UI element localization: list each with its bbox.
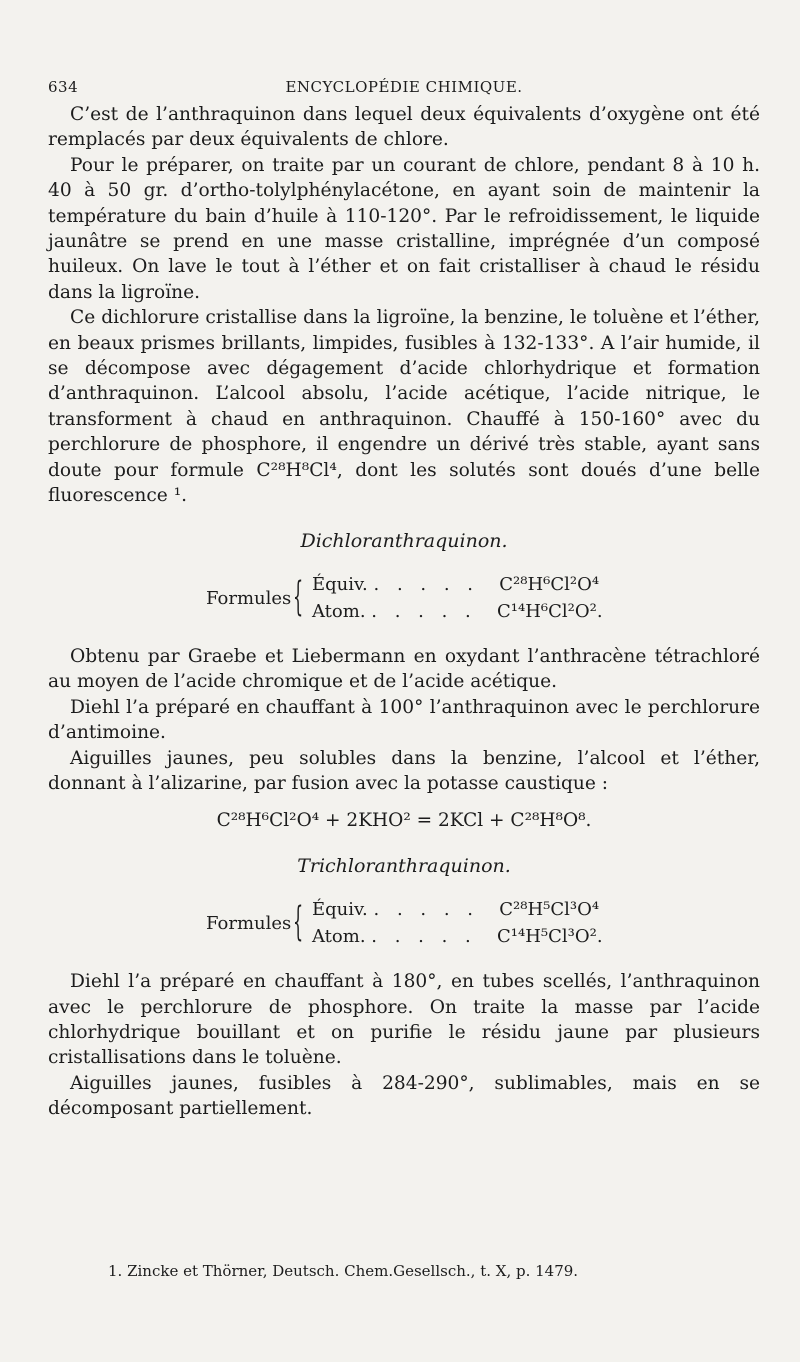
paragraph: Ce dichlorure cristallise dans la ligroïne, la benzine, le toluène et l’éther, en beaux prismes brillants, limpides, fusibles à 132-133°. A l’air humide, il se décompose avec dégagement d’acide chlorhydrique et formation d’anthraquinon. L’alcool absolu, l’acide acétique, l’acide nitrique, le transforment à chaud en anthraquinon. Chauffé à 150-160° avec du perchlorure de phosphore, il engendre un dérivé très stable, ayant sans doute pour formule C²⁸H⁸Cl⁴, dont les solutés sont doués d’une belle fluorescence ¹. xyxy=(48,307,760,507)
leader-dots: . . . . . xyxy=(373,899,480,921)
running-title: ENCYCLOPÉDIE CHIMIQUE. xyxy=(285,78,523,96)
paragraph: C’est de l’anthraquinon dans lequel deux équivalents d’oxygène ont été remplacés par deux équivalents de chlore. xyxy=(48,104,760,151)
atom-value: C¹⁴H⁶Cl²O². xyxy=(497,600,603,622)
page-number: 634 xyxy=(48,78,79,96)
formula-block xyxy=(48,566,760,630)
brace: { xyxy=(293,899,304,946)
formula-row-atom xyxy=(312,924,603,949)
paragraph: Diehl l’a préparé en chauffant à 100° l’anthraquinon avec le perchlorure d’antimoine. xyxy=(48,696,760,744)
page-header xyxy=(48,78,760,104)
formula-label: Formules xyxy=(206,587,292,609)
equiv-value: C²⁸H⁵Cl³O⁴ xyxy=(499,899,600,921)
atom-label: Atom. xyxy=(312,926,366,948)
formula-label: Formules xyxy=(206,913,292,935)
paragraph: Pour le préparer, on traite par un courant de chlore, pendant 8 à 10 h. 40 à 50 gr. d’ortho-tolylphénylacétone, en ayant soin de maintenir la température du bain d’huile à 110-120°. Par le refroidissement, le liquide jaunâtre se prend en une masse cristalline, imprégnée d’un composé huileux. On lave le tout à l’éther et on fait cristalliser à chaud le résidu dans la ligroïne. xyxy=(48,154,760,303)
section-title: Dichloranthraquinon. xyxy=(300,529,508,552)
equiv-label: Équiv. xyxy=(312,573,368,595)
equation: C²⁸H⁶Cl²O⁴ + 2KHO² = 2KCl + C²⁸H⁸O⁸. xyxy=(216,810,592,832)
section-title: Trichloranthraquinon. xyxy=(297,854,511,877)
equiv-label: Équiv. xyxy=(312,899,368,921)
page-body xyxy=(48,102,760,1122)
formula-row-equiv xyxy=(312,572,599,597)
formula-block xyxy=(48,891,760,955)
formula-row-equiv xyxy=(312,897,599,922)
leader-dots: . . . . . xyxy=(371,926,477,948)
brace: { xyxy=(293,573,304,620)
paragraph: Aiguilles jaunes, fusibles à 284-290°, sublimables, mais en se décomposant partiellement. xyxy=(48,1072,760,1120)
paragraph: Aiguilles jaunes, peu solubles dans la benzine, l’alcool et l’éther, donnant à l’alizarine, par fusion avec la potasse caustique : xyxy=(48,747,760,794)
paragraph: Diehl l’a préparé en chauffant à 180°, en tubes scellés, l’anthraquinon avec le perchlorure de phosphore. On traite la masse par l’acide chlorhydrique bouillant et on purifie le résidu jaune par plusieurs cristallisations dans le toluène. xyxy=(48,971,760,1069)
leader-dots: . . . . . xyxy=(371,600,477,622)
leader-dots: . . . . . xyxy=(373,573,480,595)
paragraph: Obtenu par Graebe et Liebermann en oxydant l’anthracène tétrachloré au moyen de l’acide chromique et de l’acide acétique. xyxy=(48,645,760,693)
equiv-value: C²⁸H⁶Cl²O⁴ xyxy=(499,573,600,595)
atom-label: Atom. xyxy=(312,600,366,622)
footnote: 1. Zincke et Thörner, Deutsch. Chem.Gesellsch., t. X, p. 1479. xyxy=(108,1262,579,1280)
atom-value: C¹⁴H⁵Cl³O². xyxy=(497,926,603,948)
formula-row-atom xyxy=(312,599,603,624)
